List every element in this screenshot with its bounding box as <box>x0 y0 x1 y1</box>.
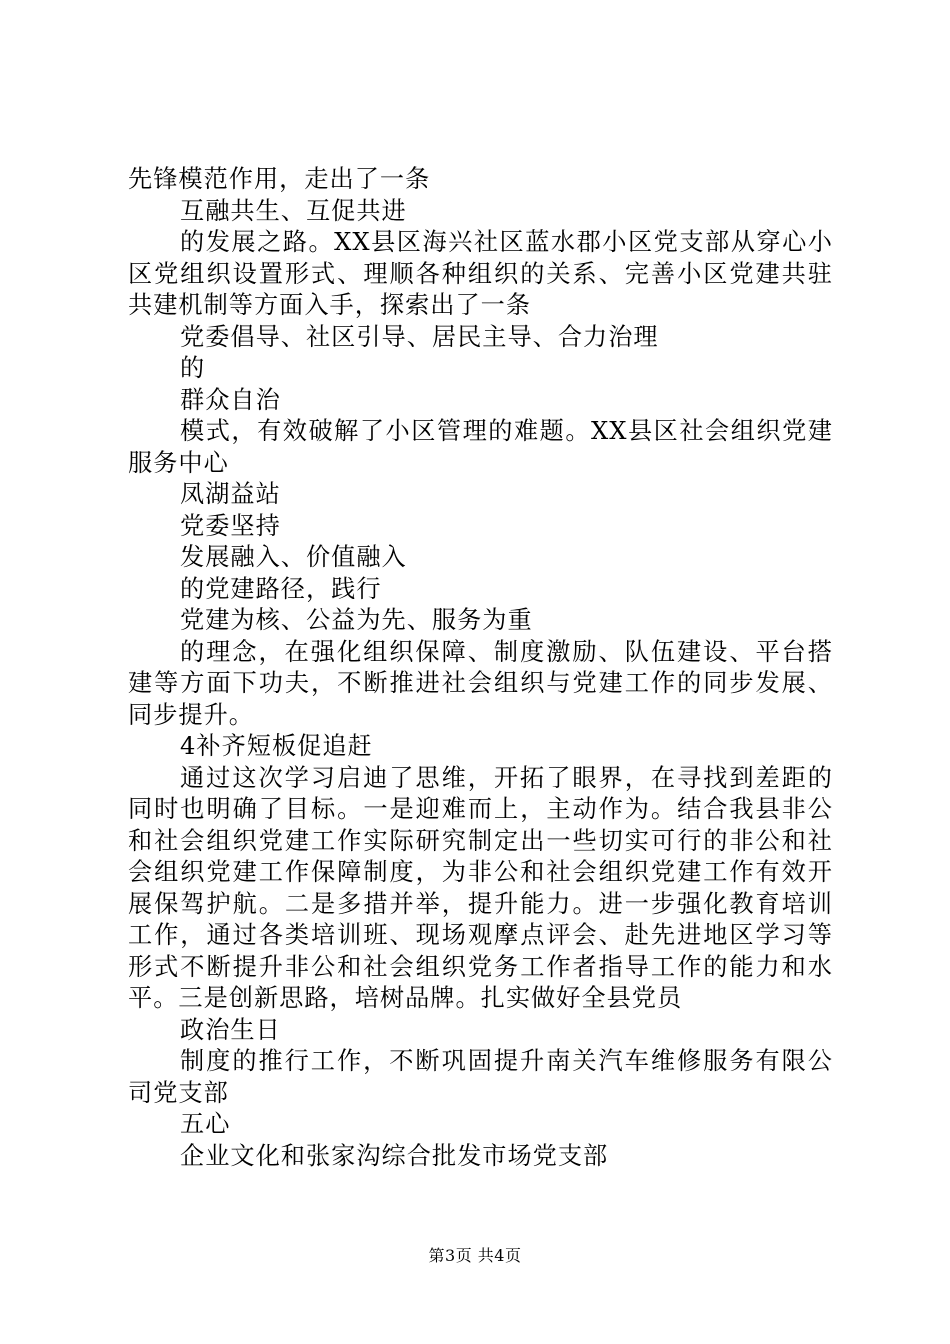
paragraph: 党委坚持 <box>180 511 281 540</box>
section-heading: 4补齐短板促追赶 <box>180 732 373 760</box>
paragraph: 制度的推行工作，不断巩固提升南关汽车维修服务有限公司党支部 <box>128 1047 833 1107</box>
page-number-footer: 第3页 共4页 <box>428 1246 522 1265</box>
paragraph: 党委倡导、社区引导、居民主导、合力治理 <box>180 322 659 351</box>
paragraph: 群众自治 <box>180 385 281 414</box>
paragraph: 党建为核、公益为先、服务为重 <box>180 606 533 634</box>
paragraph: 五心 <box>180 1110 231 1138</box>
paragraph: 的发展之路。XX县区海兴社区蓝水郡小区党支部从穿心小区党组织设置形式、理顺各种组织的关系、完善小区党建共驻共建机制等方面入手，探索出了一条 <box>128 228 833 319</box>
paragraph: 凤湖益站 <box>180 480 281 508</box>
paragraph: 政治生日 <box>180 1015 281 1044</box>
paragraph: 企业文化和张家沟综合批发市场党支部 <box>180 1141 609 1170</box>
paragraph: 的理念，在强化组织保障、制度激励、队伍建设、平台搭建等方面下功夫，不断推进社会组织与党建工作的同步发展、同步提升。 <box>128 637 833 729</box>
document-body <box>128 164 833 1172</box>
paragraph: 模式，有效破解了小区管理的难题。XX县区社会组织党建服务中心 <box>128 417 833 477</box>
paragraph: 通过这次学习启迪了思维，开拓了眼界，在寻找到差距的同时也明确了目标。一是迎难而上，主动作为。结合我县非公和社会组织党建工作实际研究制定出一些切实可行的非公和社会组织党建工作保障制度，为非公和社会组织党建工作有效开展保驾护航。二是多措并举，提升能力。进一步强化教育培训工作，通过各类培训班、现场观摩点评会、赴先进地区学习等形式不断提升非公和社会组织党务工作者指导工作的能力和水平。三是创新思路，培树品牌。扎实做好全县党员 <box>128 763 833 1012</box>
paragraph: 的 <box>180 354 206 382</box>
paragraph: 发展融入、价值融入 <box>180 543 407 571</box>
paragraph: 的党建路径，践行 <box>180 574 382 603</box>
paragraph: 先锋模范作用，走出了一条 <box>128 165 431 193</box>
paragraph: 互融共生、互促共进 <box>180 196 407 225</box>
